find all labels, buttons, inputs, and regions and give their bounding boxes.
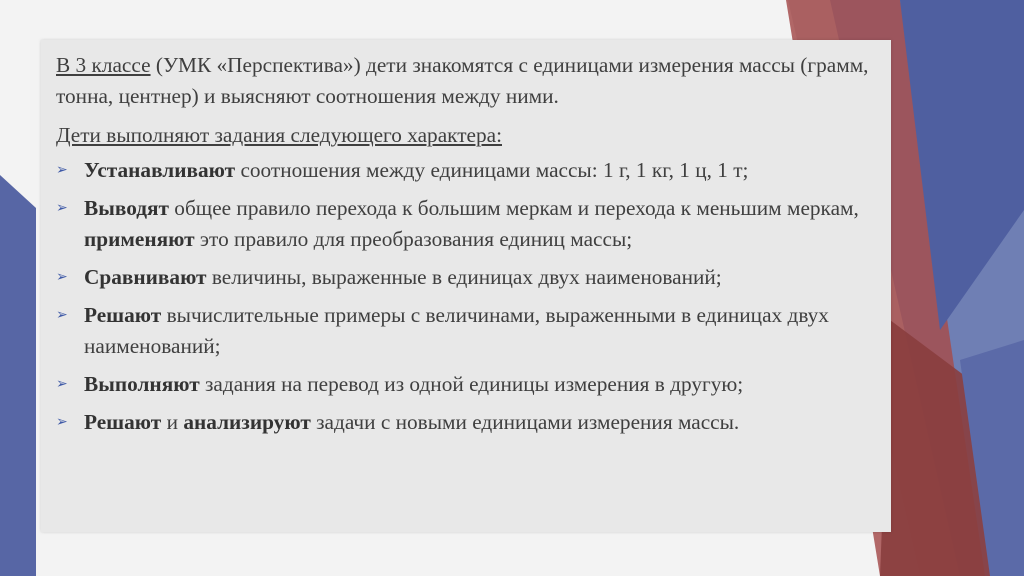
item-text: соотношения между единицами массы: 1 г, 1 кг, 1 ц, 1 т;: [235, 158, 749, 182]
item-text: это правило для преобразования единиц массы;: [194, 227, 633, 251]
item-verb: анализируют: [183, 410, 311, 434]
item-verb: Сравнивают: [84, 265, 207, 289]
item-text: вычислительные примеры с величинами, выраженными в единицах двух наименований;: [84, 303, 829, 358]
grade-label: В 3 классе: [56, 53, 151, 77]
item-verb: Решают: [84, 303, 162, 327]
item-verb: применяют: [84, 227, 195, 251]
item-text: задачи с новыми единицами измерения массы.: [310, 410, 740, 434]
list-item: [56, 300, 882, 362]
arrowhead-icon: ➢: [56, 414, 68, 430]
item-text: общее правило перехода к большим меркам и перехода к меньшим меркам,: [168, 196, 859, 220]
item-text: величины, выраженные в единицах двух наименований;: [206, 265, 722, 289]
list-item: [56, 193, 882, 255]
arrowhead-icon: ➢: [56, 269, 68, 285]
item-verb: Устанавливают: [84, 158, 236, 182]
list-item: [56, 262, 882, 293]
arrowhead-icon: ➢: [56, 200, 68, 216]
tasks-list: [56, 155, 882, 438]
intro-text: (УМК «Перспектива») дети знакомятся с единицами измерения массы (грамм, тонна, центнер) и выясняют соотношения между ними.: [56, 53, 869, 108]
item-verb: Решают: [84, 410, 162, 434]
item-text: задания на перевод из одной единицы измерения в другую;: [199, 372, 744, 396]
list-item: [56, 407, 882, 438]
list-item: [56, 155, 882, 186]
intro-paragraph: [56, 50, 882, 112]
item-verb: Выполняют: [84, 372, 200, 396]
item-verb: Выводят: [84, 196, 169, 220]
arrowhead-icon: ➢: [56, 376, 68, 392]
arrowhead-icon: ➢: [56, 162, 68, 178]
slide-body: [56, 50, 882, 445]
tasks-heading: Дети выполняют задания следующего характера:: [56, 123, 502, 147]
list-item: [56, 369, 882, 400]
arrowhead-icon: ➢: [56, 307, 68, 323]
item-text: и: [161, 410, 184, 434]
